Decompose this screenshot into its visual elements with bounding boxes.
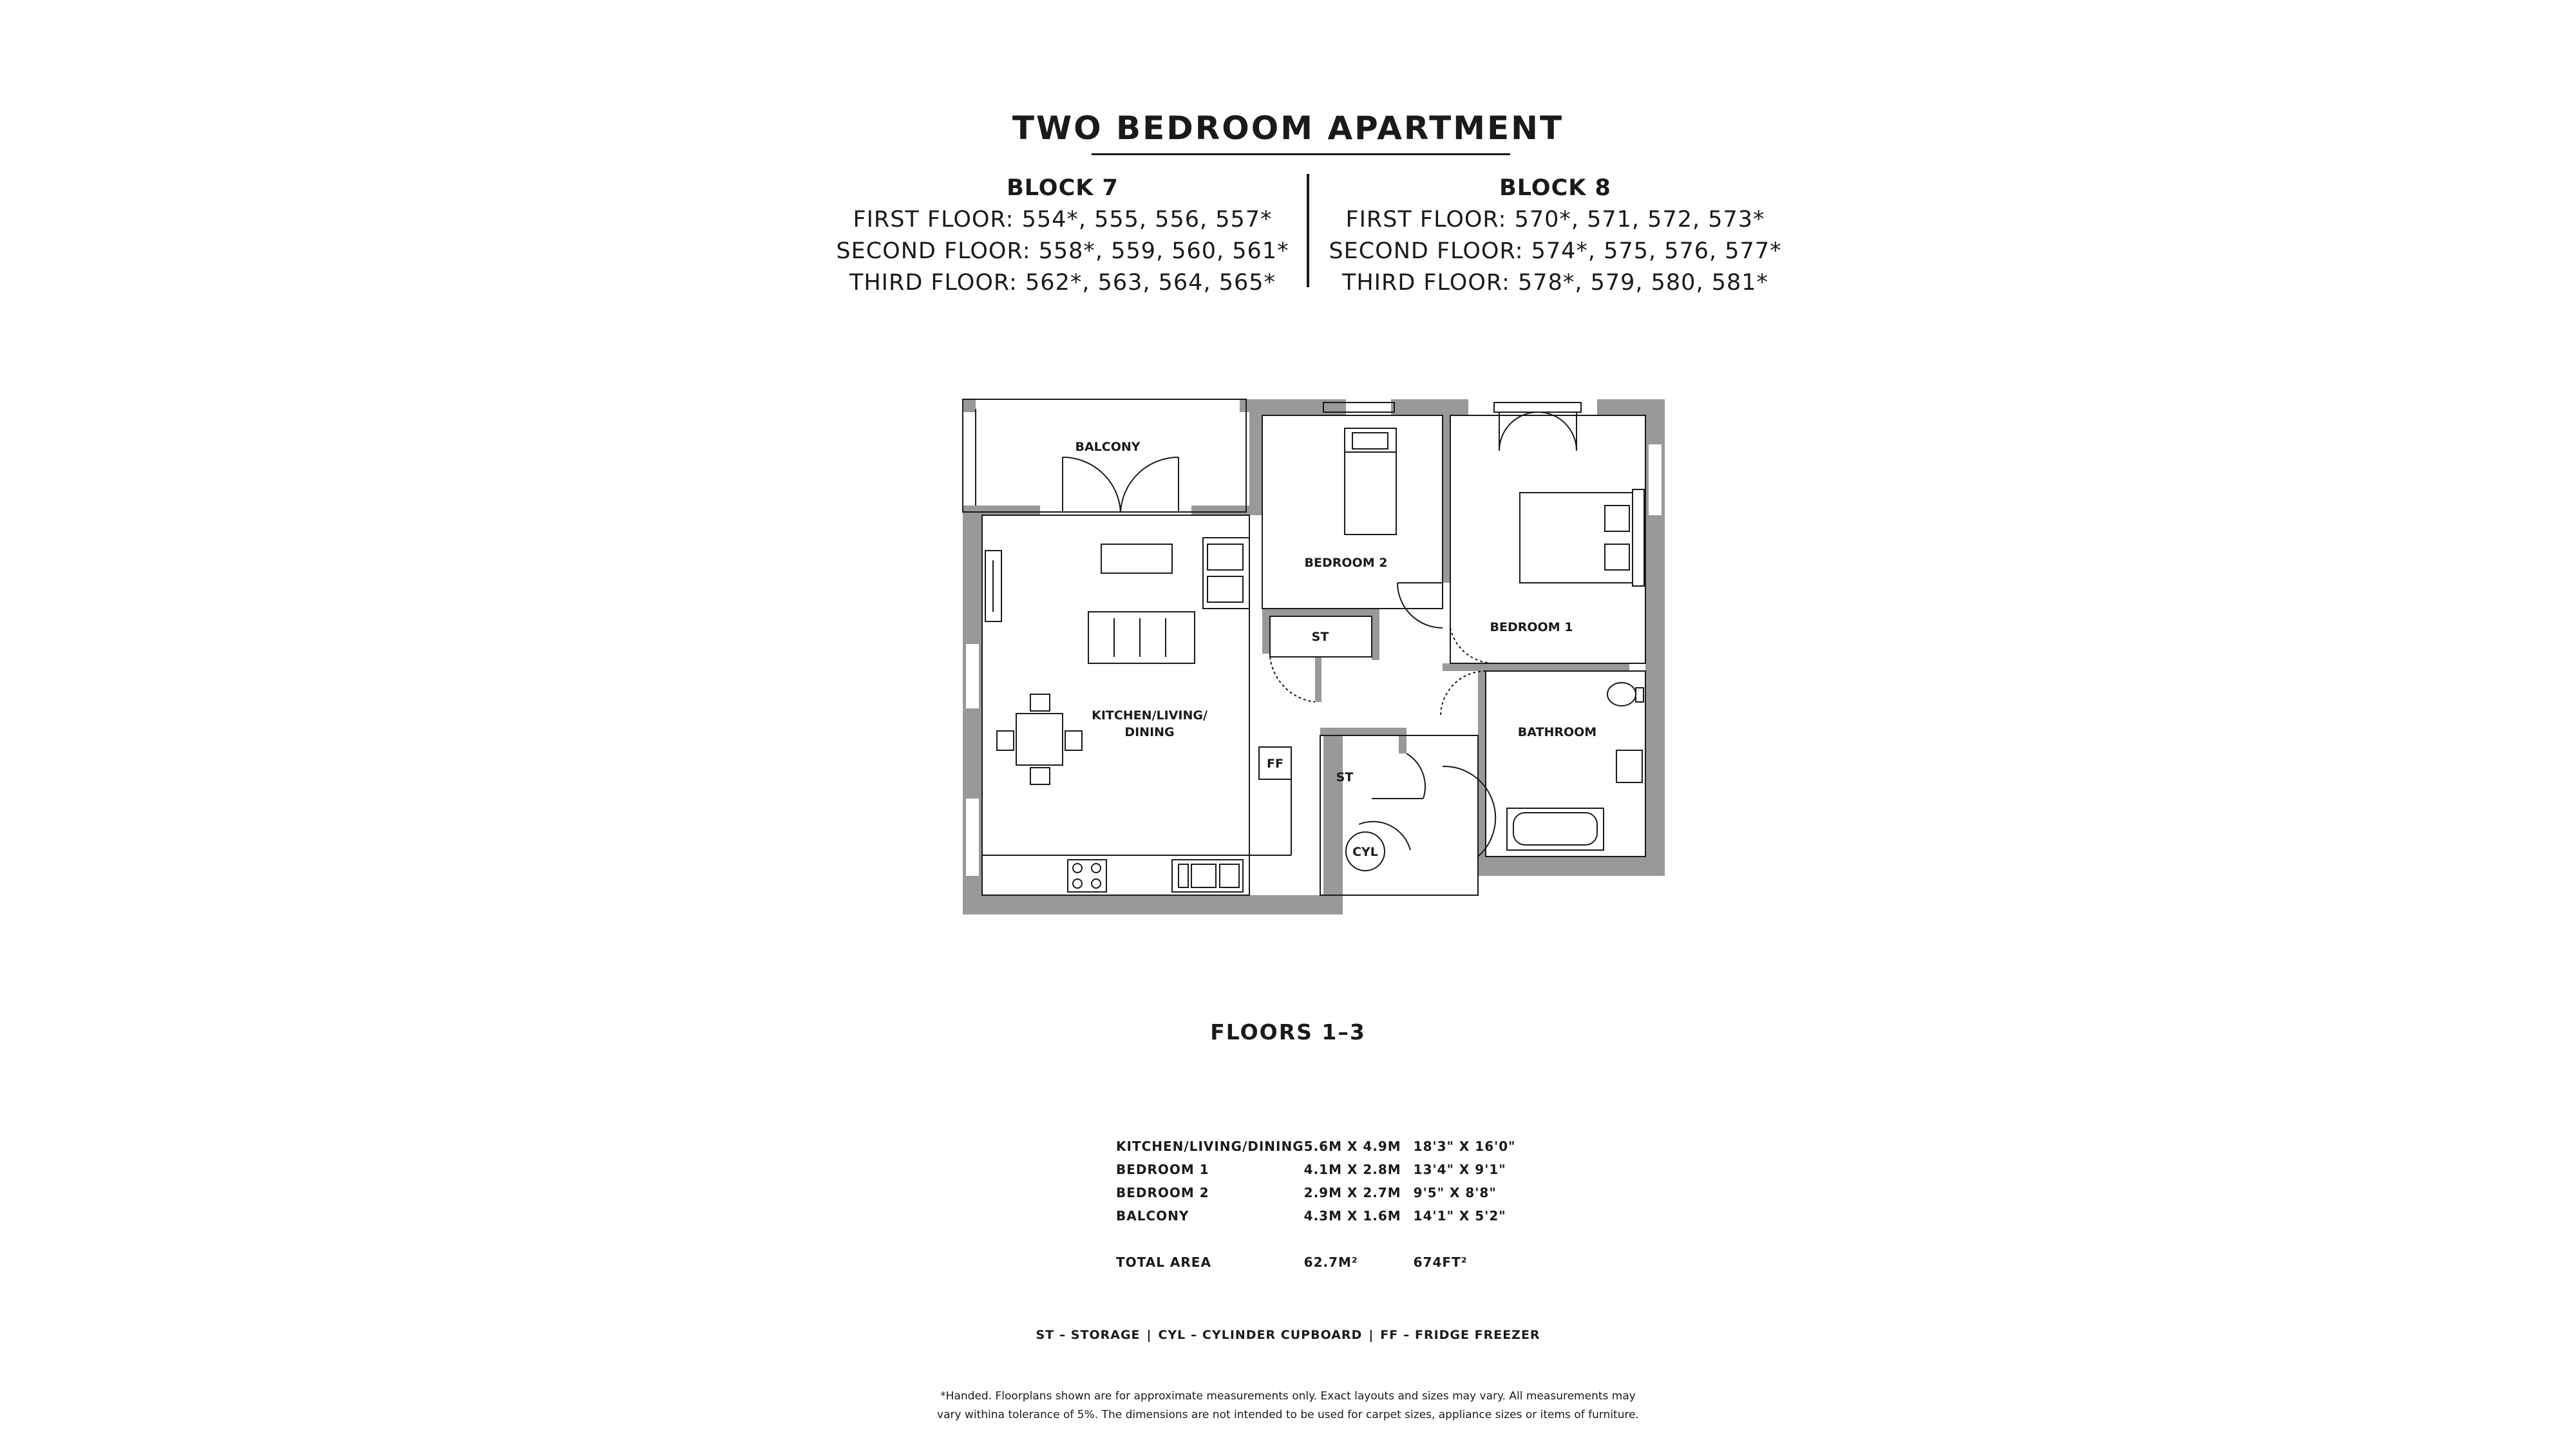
disclaimer-line-2: vary withina tolerance of 5%. The dimensions are not intended to be used for carpet sizes, appliance sizes or items of furniture. [937, 1408, 1639, 1421]
bedroom-2-label: BEDROOM 2 [1304, 556, 1388, 570]
block-7-first-floor: FIRST FLOOR: 554*, 555, 556, 557* [853, 207, 1273, 232]
kitchen-living-label-2: DINING [1124, 725, 1175, 739]
table-row [1116, 1204, 1542, 1227]
store-lower-label: ST [1336, 770, 1354, 784]
room-imperial: 9'5" X 8'8" [1413, 1185, 1497, 1200]
title-underline [1092, 153, 1510, 155]
legend-cylinder: CYL – CYLINDER CUPBOARD [1158, 1328, 1363, 1342]
kitchen-living-label-1: KITCHEN/LIVING/ [1092, 708, 1208, 723]
floor-plan [947, 380, 1668, 927]
room-metric: 4.1M X 2.8M [1303, 1162, 1401, 1177]
bedroom-1-label: BEDROOM 1 [1490, 620, 1573, 634]
block-7-third-floor: THIRD FLOOR: 562*, 563, 564, 565* [849, 270, 1276, 296]
room-name: BALCONY [1116, 1208, 1189, 1224]
abbreviation-legend [0, 1328, 2576, 1342]
cylinder-label: CYL [1352, 845, 1378, 859]
room-metric: 2.9M X 2.7M [1303, 1185, 1401, 1200]
legend-storage: ST – STORAGE [1036, 1328, 1141, 1342]
block-8-third-floor: THIRD FLOOR: 578*, 579, 580, 581* [1341, 270, 1769, 296]
floors-caption: FLOORS 1–3 [1210, 1019, 1366, 1045]
block-8-info [1323, 173, 1787, 299]
legend-separator: | [1368, 1328, 1374, 1342]
room-dimensions-table [1116, 1135, 1542, 1274]
total-imperial: 674FT² [1413, 1255, 1468, 1270]
block-divider [1307, 174, 1309, 287]
fridge-freezer-label: FF [1267, 757, 1283, 771]
disclaimer-line-1: *Handed. Floorplans shown are for approximate measurements only. Exact layouts and sizes may vary. All measurements may [940, 1390, 1636, 1403]
disclaimer [0, 1387, 2576, 1425]
room-name: BEDROOM 2 [1116, 1185, 1209, 1200]
legend-separator: | [1146, 1328, 1152, 1342]
bathroom-label: BATHROOM [1517, 725, 1597, 739]
room-metric: 4.3M X 1.6M [1303, 1208, 1401, 1224]
total-metric: 62.7M² [1303, 1255, 1358, 1270]
block-8-first-floor: FIRST FLOOR: 570*, 571, 572, 573* [1345, 207, 1765, 232]
room-imperial: 18'3" X 16'0" [1413, 1139, 1516, 1154]
block-7-name: BLOCK 7 [1007, 175, 1119, 201]
room-name: KITCHEN/LIVING/DINING [1116, 1139, 1304, 1154]
room-metric: 5.6M X 4.9M [1303, 1139, 1401, 1154]
table-spacer [1116, 1227, 1542, 1251]
table-row [1116, 1135, 1542, 1158]
table-row [1116, 1158, 1542, 1181]
total-label: TOTAL AREA [1116, 1255, 1211, 1270]
total-row [1116, 1251, 1542, 1274]
legend-fridge: FF – FRIDGE FREEZER [1380, 1328, 1540, 1342]
table-row [1116, 1181, 1542, 1204]
balcony-label: BALCONY [1075, 440, 1141, 454]
block-8-second-floor: SECOND FLOOR: 574*, 575, 576, 577* [1329, 238, 1782, 264]
room-imperial: 14'1" X 5'2" [1413, 1208, 1506, 1224]
page-title: TWO BEDROOM APARTMENT [1012, 109, 1564, 147]
block-8-name: BLOCK 8 [1499, 175, 1611, 201]
room-name: BEDROOM 1 [1116, 1162, 1209, 1177]
store-upper-label: ST [1311, 630, 1329, 644]
linework [963, 399, 1645, 895]
block-7-info [831, 173, 1294, 299]
room-imperial: 13'4" X 9'1" [1413, 1162, 1506, 1177]
block-7-second-floor: SECOND FLOOR: 558*, 559, 560, 561* [836, 238, 1289, 264]
